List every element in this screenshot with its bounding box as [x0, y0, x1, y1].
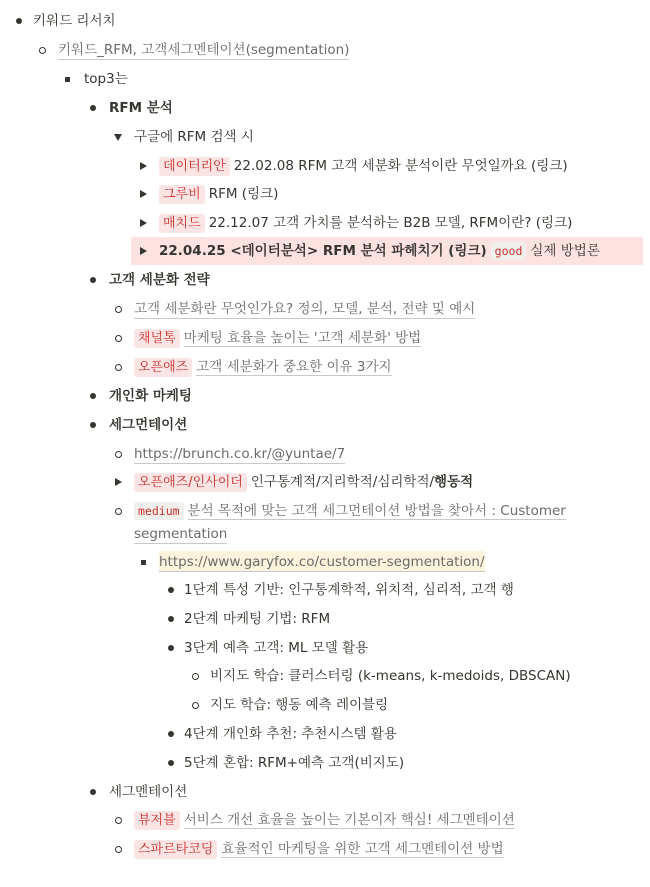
list-item[interactable]: [0, 356, 650, 378]
list-item: [0, 68, 650, 90]
url-link[interactable]: https://brunch.co.kr/@yuntae/7: [134, 443, 345, 464]
bullet-square: [137, 551, 149, 573]
list-item: [0, 781, 650, 803]
toggle-open-icon[interactable]: [112, 126, 124, 148]
item-text: 22.12.07 고객 가치를 분석하는 B2B 모델, RFM이란? (링크): [208, 215, 573, 231]
item-text: 22.02.08 RFM 고객 세분화 분석이란 무엇일까요 (링크): [233, 158, 568, 174]
list-item: [0, 10, 650, 32]
list-item[interactable]: [0, 500, 650, 522]
list-item: [0, 637, 650, 659]
bullet-circle: [112, 809, 124, 831]
list-item: [0, 385, 650, 407]
bullet-circle: [112, 356, 124, 378]
toggle-closed-icon[interactable]: [137, 240, 149, 262]
bullet-circle: [112, 298, 124, 320]
page-link[interactable]: 분석 목적에 맞는 고객 세그먼테이션 방법을 찾아서 : Customer: [187, 503, 566, 519]
toggle-item[interactable]: [0, 155, 650, 177]
source-tag: 오픈애즈: [134, 358, 192, 377]
source-tag: 매치드: [159, 214, 205, 233]
bullet-circle: [36, 39, 48, 61]
list-item[interactable]: [0, 551, 650, 573]
page-link[interactable]: 고객 세분화란 무엇인가요? 정의, 모델, 분석, 전략 및 예시: [134, 298, 475, 319]
segmentation-title: 세그먼테이션: [109, 417, 188, 433]
root-title: 키워드 리서치: [33, 13, 116, 29]
bullet-disc: [87, 269, 99, 291]
list-item[interactable]: [0, 298, 650, 320]
list-item[interactable]: [0, 809, 650, 831]
item-text: RFM (링크): [208, 186, 279, 202]
list-item: [0, 752, 650, 774]
top3-title: top3는: [84, 71, 128, 87]
bullet-circle: [189, 694, 201, 716]
toggle-closed-icon[interactable]: [137, 212, 149, 234]
toggle-item[interactable]: [0, 212, 650, 234]
list-item: [0, 608, 650, 630]
list-item: [0, 414, 650, 436]
toggle-closed-icon[interactable]: [137, 183, 149, 205]
rfm-title: RFM 분석: [109, 100, 173, 116]
item-note: 실제 방법론: [530, 243, 600, 259]
bullet-disc: [165, 723, 177, 745]
inline-code: good: [491, 242, 527, 260]
page-link[interactable]: 효율적인 마케팅을 위한 고객 세그멘테이션 방법: [221, 841, 504, 857]
list-item[interactable]: [0, 838, 650, 860]
toggle-google-rfm[interactable]: [0, 126, 650, 148]
bullet-disc: [87, 414, 99, 436]
toggle-closed-icon[interactable]: [137, 155, 149, 177]
source-tag: 데이터리안: [159, 157, 230, 176]
source-tag: 그루비: [159, 185, 205, 204]
list-item[interactable]: [0, 443, 650, 465]
segmentation2-title: 세그멘테이션: [109, 784, 188, 800]
list-item: [0, 269, 650, 291]
item-text-bold: 행동적: [434, 474, 474, 490]
bullet-circle: [112, 838, 124, 860]
item-text: 인구통계적/지리학적/심리학적/: [250, 474, 435, 490]
bullet-circle: [112, 327, 124, 349]
bullet-square: [61, 68, 73, 90]
step-text: 4단계 개인화 추천: 추천시스템 활용: [184, 726, 397, 742]
source-tag: 오픈애즈/인사이더: [134, 473, 247, 492]
list-item: [0, 694, 650, 716]
toggle-item[interactable]: [0, 183, 650, 205]
source-tag: 뷰저블: [134, 811, 180, 830]
url-link[interactable]: https://www.garyfox.co/customer-segmentation/: [159, 551, 485, 572]
page-link-continued[interactable]: segmentation: [134, 523, 227, 544]
inline-code: medium: [134, 502, 184, 520]
page-link[interactable]: 고객 세분화가 중요한 이유 3가지: [196, 359, 392, 375]
list-item: [0, 665, 650, 687]
step-text: 3단계 예측 고객: ML 모델 활용: [184, 640, 369, 656]
toggle-label: 구글에 RFM 검색 시: [134, 129, 254, 145]
list-item-continued[interactable]: [0, 523, 650, 545]
source-tag: 스파르타코딩: [134, 840, 217, 859]
bullet-disc: [87, 385, 99, 407]
bullet-disc: [165, 608, 177, 630]
toggle-closed-icon[interactable]: [112, 471, 124, 493]
page-link[interactable]: 마케팅 효율을 높이는 '고객 세분화' 방법: [183, 330, 422, 346]
source-tag: 채널톡: [134, 329, 180, 348]
bullet-circle: [189, 665, 201, 687]
substep-text: 비지도 학습: 클러스터링 (k-means, k-medoids, DBSCAN): [210, 668, 571, 684]
page-link-rfm-segmentation[interactable]: 키워드_RFM, 고객세그멘테이션(segmentation): [58, 39, 349, 60]
segstrategy-title: 고객 세분화 전략: [109, 272, 210, 288]
bullet-circle: [112, 443, 124, 465]
list-item: [0, 579, 650, 601]
list-item: [0, 97, 650, 119]
step-text: 1단계 특성 기반: 인구통계학적, 위치적, 심리적, 고객 행: [184, 582, 514, 598]
bullet-circle: [112, 500, 124, 522]
step-text: 2단계 마케팅 기법: RFM: [184, 611, 331, 627]
toggle-item[interactable]: [0, 471, 650, 493]
list-item[interactable]: [0, 39, 650, 61]
list-item[interactable]: [0, 327, 650, 349]
bullet-disc: [87, 97, 99, 119]
bullet-disc: [13, 10, 25, 32]
substep-text: 지도 학습: 행동 예측 레이블링: [210, 697, 389, 713]
toggle-item-highlighted[interactable]: [0, 240, 650, 262]
bullet-disc: [165, 637, 177, 659]
list-item: [0, 723, 650, 745]
personal-title: 개인화 마케팅: [109, 388, 192, 404]
bullet-disc: [165, 579, 177, 601]
step-text: 5단계 혼합: RFM+예측 고객(비지도): [184, 755, 405, 771]
bullet-disc: [165, 752, 177, 774]
page-link[interactable]: 서비스 개선 효율을 높이는 기본이자 핵심! 세그멘테이션: [183, 812, 515, 828]
bullet-disc: [87, 781, 99, 803]
item-text: 22.04.25 <데이터분석> RFM 분석 파헤치기 (링크): [159, 243, 487, 259]
